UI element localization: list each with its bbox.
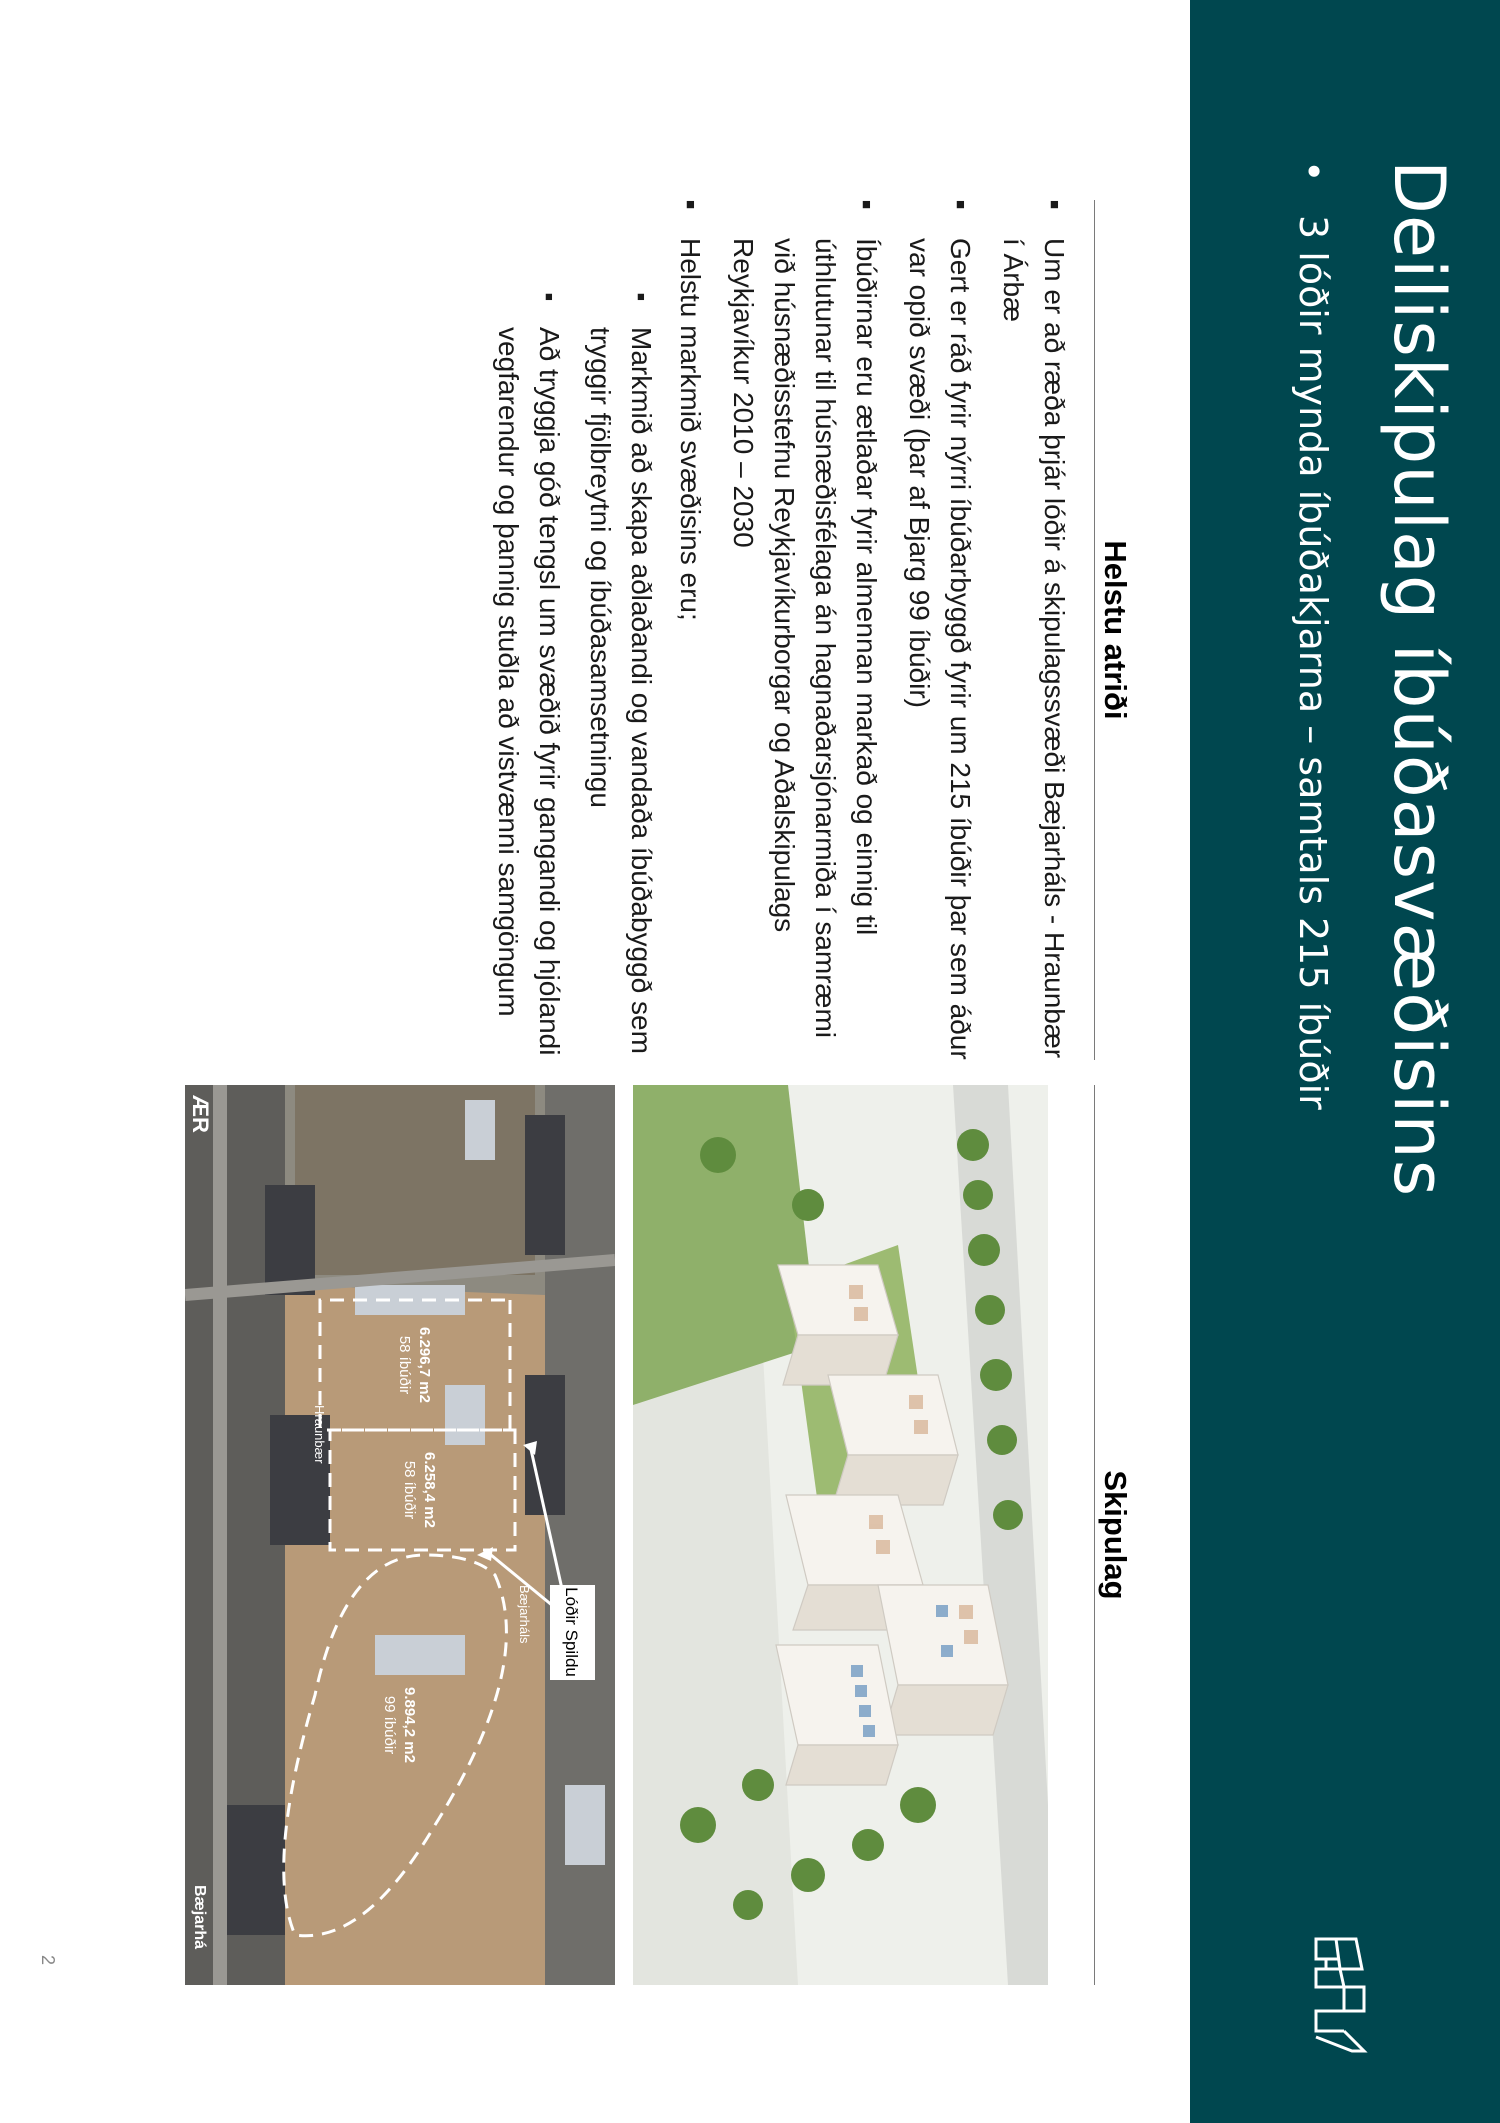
- aerial-map-illustration: [185, 1085, 615, 1985]
- page-title: Deiliskipulag íbúðasvæðisins: [1378, 160, 1460, 1198]
- aerial-site-map-image: [185, 1085, 615, 1985]
- list-item: ■ Íbúðirnar eru ætlaðar fyrir almennan markað og einnig til úthlutunar til húsnæðisfélaga án hagnaðarsjónarmiða í samræmi við húsnæðisstefnu Reykjavíkurborgar og Aðalskipulags Reykjavíkur 2010 – 2030: [723, 200, 887, 1060]
- street-label: Hraunbær: [312, 1405, 327, 1464]
- left-divider: [1094, 200, 1095, 1060]
- plot-area-label: 6.296,7 m2: [416, 1327, 433, 1403]
- sub-list-item: ■ Að tryggja góð tengsl um svæðið fyrir gangandi og hjólandi vegfarendur og þannig stuðla að vistvænni samgöngum: [488, 293, 570, 1060]
- list-item: ■ Gert er ráð fyrir nýrri íbúðarbyggð fyrir um 215 íbúðir þar sem áður var opið svæði (þar af Bjarg 99 íbúðir): [899, 200, 981, 1060]
- list-item: [488, 200, 711, 1060]
- street-label: Bæjarháls: [517, 1585, 532, 1644]
- main-points-list: [476, 200, 1075, 1060]
- main-points-heading: Helstu atriði: [1098, 540, 1133, 720]
- goals-sublist: [488, 293, 662, 1060]
- title-banner: [1190, 0, 1500, 2123]
- map-corner-label: ÆR: [188, 1095, 213, 1133]
- page-number: 2: [38, 1955, 58, 1966]
- subtitle-bullet: •: [1291, 160, 1335, 183]
- right-divider: [1094, 1085, 1095, 1985]
- architectural-rendering-image: [633, 1085, 1048, 1985]
- reykjavik-logo-icon: [1310, 1935, 1370, 2055]
- plot-units-label: 58 íbúðir: [401, 1460, 418, 1520]
- plot-units-label: 58 íbúðir: [396, 1335, 413, 1395]
- list-item: ■ Um er að ræða þrjár lóðir á skipulagssvæði Bæjarháls - Hraunbær í Árbæ: [993, 200, 1075, 1060]
- subtitle: 3 lóðir mynda íbúðakjarna – samtals 215 íbúðir: [1291, 215, 1335, 1110]
- plot-area-label: 6.258,4 m2: [421, 1452, 438, 1528]
- list-item-label: Helstu markmið svæðisins eru;: [675, 238, 706, 621]
- plan-heading: Skipulag: [1098, 1470, 1133, 1600]
- sub-list-item: ■ Markmið að skapa aðlaðandi og vandaða íbúðabyggð sem tryggir fjölbreytni og íbúðasamsetningu: [580, 293, 662, 1060]
- callout-label: Lóðir Spildu: [562, 1587, 581, 1677]
- street-label: Bæjarhá: [191, 1885, 208, 1950]
- plot-units-label: 99 íbúðir: [381, 1695, 398, 1755]
- plot-area-label: 9.894,2 m2: [401, 1687, 418, 1763]
- rendering-illustration: [633, 1085, 1048, 1985]
